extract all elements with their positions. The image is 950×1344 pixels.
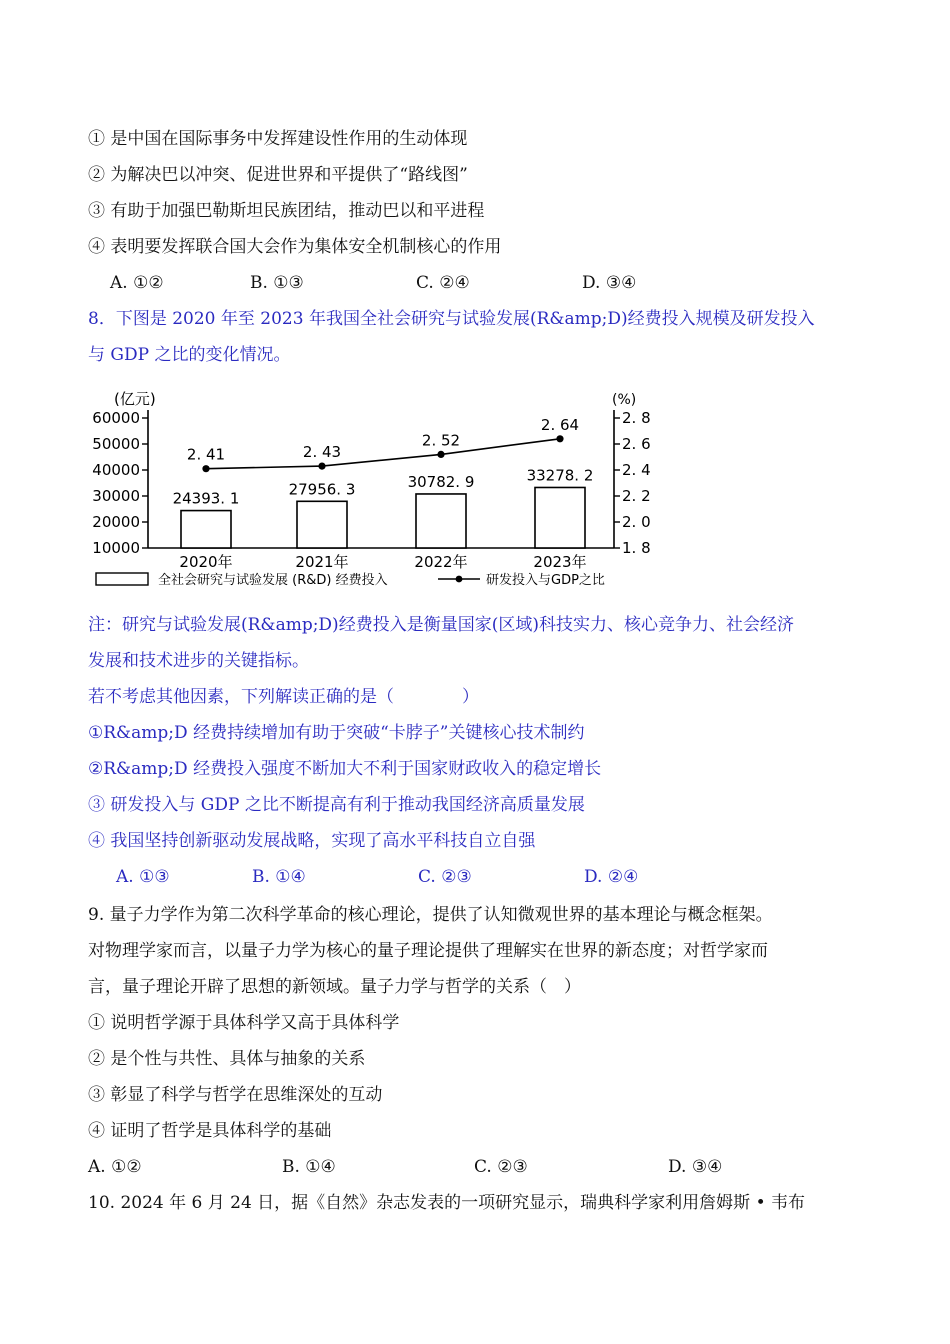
q8-note-line2: 发展和技术进步的关键指标。 xyxy=(88,651,309,671)
bar-value-label: 27956. 3 xyxy=(288,480,356,499)
right-axis-unit: (%) xyxy=(612,392,637,408)
right-tick-label: 2. 8 xyxy=(622,409,651,427)
right-tick-label: 2. 2 xyxy=(622,487,651,505)
ratio-value-label: 2. 64 xyxy=(540,415,580,434)
category-label: 2021年 xyxy=(295,553,349,571)
bar xyxy=(535,487,585,548)
ratio-point xyxy=(202,465,209,472)
q7-option-a[interactable]: A. ①② xyxy=(110,273,164,293)
right-tick-label: 2. 0 xyxy=(622,513,651,531)
legend-bar-swatch xyxy=(96,573,148,585)
q8-stem-line2: 与 GDP 之比的变化情况。 xyxy=(88,345,291,365)
left-tick-label: 60000 xyxy=(92,409,140,427)
q7-option-d[interactable]: D. ③④ xyxy=(582,273,637,293)
q8-prompt: 若不考虑其他因素，下列解读正确的是（ ） xyxy=(88,687,479,707)
q9-stem-line2: 对物理学家而言，以量子力学为核心的量子理论提供了理解实在世界的新态度；对哲学家而 xyxy=(88,941,768,961)
legend-bar-label: 全社会研究与试验发展 (R&D) 经费投入 xyxy=(158,573,388,588)
q9-item-3: ③ 彰显了科学与哲学在思维深处的互动 xyxy=(88,1085,383,1105)
rd-chart xyxy=(88,380,688,595)
q8-option-d[interactable]: D. ②④ xyxy=(584,867,639,887)
q8-option-c[interactable]: C. ②③ xyxy=(418,867,472,887)
q7-item-2: ② 为解决巴以冲突、促进世界和平提供了“路线图” xyxy=(88,165,468,185)
left-tick-label: 50000 xyxy=(92,435,140,453)
q9-stem-line1: 9. 量子力学作为第二次科学革命的核心理论，提供了认知微观世界的基本理论与概念框架。 xyxy=(88,905,773,925)
legend-line-marker xyxy=(456,576,463,583)
q7-item-1: ① 是中国在国际事务中发挥建设性作用的生动体现 xyxy=(88,129,468,149)
bar-value-label: 33278. 2 xyxy=(526,466,594,485)
q7-option-b[interactable]: B. ①③ xyxy=(250,273,304,293)
q8-item-2: ②R&amp;D 经费投入强度不断加大不利于国家财政收入的稳定增长 xyxy=(88,759,602,779)
q8-item-3: ③ 研发投入与 GDP 之比不断提高有利于推动我国经济高质量发展 xyxy=(88,795,585,815)
q8-note-line1: 注：研究与试验发展(R&amp;D)经费投入是衡量国家(区域)科技实力、核心竞争力、社会经济 xyxy=(88,615,794,635)
right-tick-label: 2. 6 xyxy=(622,435,651,453)
q8-option-a[interactable]: A. ①③ xyxy=(116,867,170,887)
q9-option-d[interactable]: D. ③④ xyxy=(668,1157,723,1177)
category-label: 2023年 xyxy=(533,553,587,571)
q9-item-1: ① 说明哲学源于具体科学又高于具体科学 xyxy=(88,1013,400,1033)
q9-stem-line3: 言，量子理论开辟了思想的新领域。量子力学与哲学的关系（ ） xyxy=(88,977,581,997)
bar-value-label: 30782. 9 xyxy=(407,472,475,491)
ratio-value-label: 2. 52 xyxy=(421,431,461,450)
left-tick-label: 10000 xyxy=(92,539,140,557)
q7-item-3: ③ 有助于加强巴勒斯坦民族团结，推动巴以和平进程 xyxy=(88,201,485,221)
q7-item-4: ④ 表明要发挥联合国大会作为集体安全机制核心的作用 xyxy=(88,237,502,257)
q8-stem-line1: 8．下图是 2020 年至 2023 年我国全社会研究与试验发展(R&amp;D)经费投入规模及研发投入 xyxy=(88,309,815,329)
q8-item-1: ①R&amp;D 经费持续增加有助于突破“卡脖子”关键核心技术制约 xyxy=(88,723,585,743)
right-tick-label: 2. 4 xyxy=(622,461,651,479)
legend-line-label: 研发投入与GDP之比 xyxy=(486,573,605,588)
left-tick-label: 30000 xyxy=(92,487,140,505)
category-label: 2020年 xyxy=(179,553,233,571)
bar xyxy=(181,511,231,548)
bar xyxy=(297,501,347,548)
left-axis-unit: (亿元) xyxy=(114,390,156,408)
left-tick-label: 20000 xyxy=(92,513,140,531)
q8-item-4: ④ 我国坚持创新驱动发展战略，实现了高水平科技自立自强 xyxy=(88,831,536,851)
ratio-point xyxy=(437,451,444,458)
ratio-point xyxy=(318,463,325,470)
ratio-value-label: 2. 41 xyxy=(186,445,226,464)
left-tick-label: 40000 xyxy=(92,461,140,479)
q7-option-c[interactable]: C. ②④ xyxy=(416,273,470,293)
category-label: 2022年 xyxy=(414,553,468,571)
q9-option-a[interactable]: A. ①② xyxy=(88,1157,142,1177)
q9-option-b[interactable]: B. ①④ xyxy=(282,1157,336,1177)
ratio-line xyxy=(206,439,560,469)
ratio-point xyxy=(556,435,563,442)
q10-stem-line1: 10. 2024 年 6 月 24 日，据《自然》杂志发表的一项研究显示，瑞典科学家利用詹姆斯 • 韦布 xyxy=(88,1193,806,1213)
ratio-value-label: 2. 43 xyxy=(302,443,342,462)
bar xyxy=(416,494,466,548)
q8-option-b[interactable]: B. ①④ xyxy=(252,867,306,887)
bar-value-label: 24393. 1 xyxy=(172,489,240,508)
q9-item-2: ② 是个性与共性、具体与抽象的关系 xyxy=(88,1049,366,1069)
right-tick-label: 1. 8 xyxy=(622,539,651,557)
q9-option-c[interactable]: C. ②③ xyxy=(474,1157,528,1177)
q9-item-4: ④ 证明了哲学是具体科学的基础 xyxy=(88,1121,332,1141)
